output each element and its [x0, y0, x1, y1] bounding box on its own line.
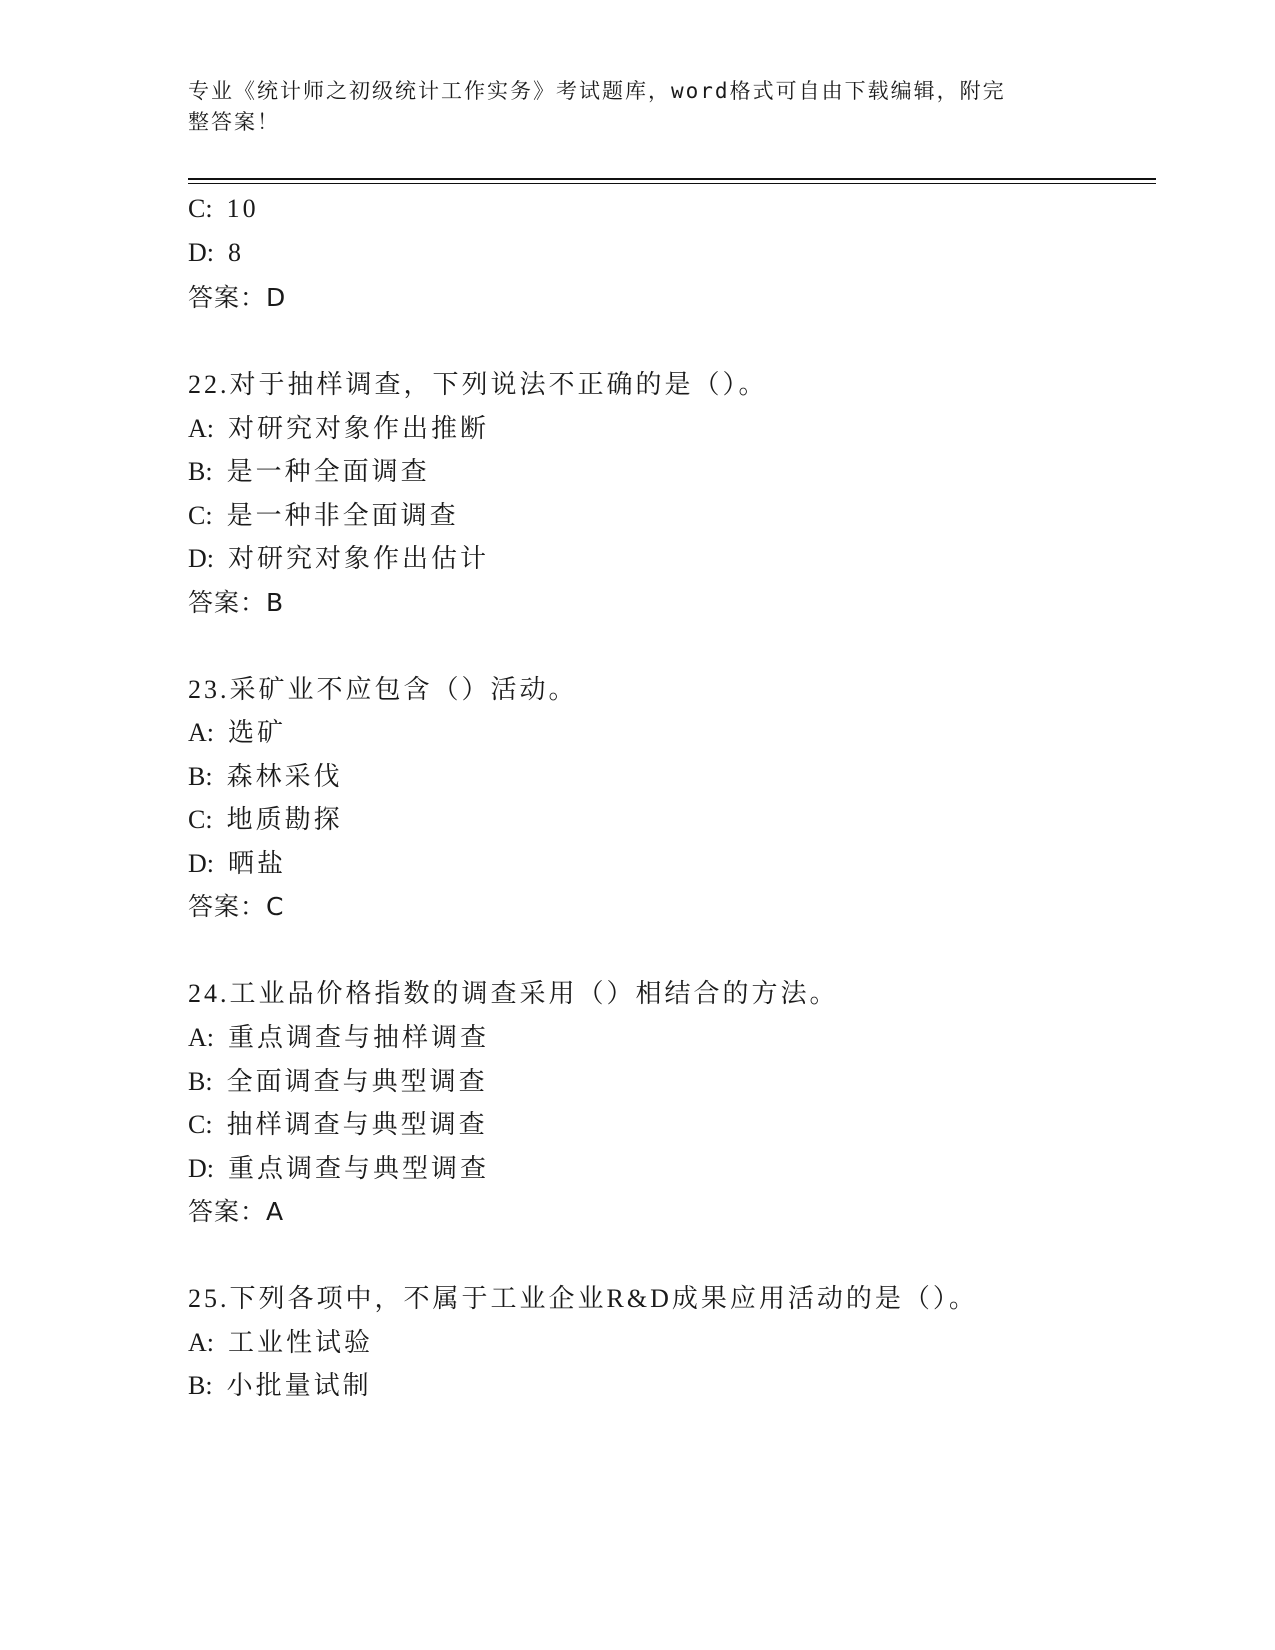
- option-b: [188, 1366, 372, 1406]
- option-text: 10: [226, 194, 259, 223]
- option-text: 全面调查与典型调查: [226, 1067, 488, 1096]
- option-b: [188, 1062, 488, 1102]
- option-text: 8: [228, 238, 244, 267]
- option-letter: D:: [188, 544, 214, 573]
- option-c: [188, 496, 459, 536]
- option-b: [188, 757, 343, 797]
- answer-line: 答案：D: [188, 283, 287, 312]
- option-letter: D:: [188, 849, 214, 878]
- question-stem: 24.工业品价格指数的调查采用（）相结合的方法。: [188, 979, 839, 1008]
- option-text: 工业性试验: [228, 1328, 374, 1357]
- option-text: 是一种非全面调查: [226, 501, 459, 530]
- option-letter: D:: [188, 238, 214, 267]
- option-letter: C:: [188, 194, 213, 223]
- header-line-1: 专业《统计师之初级统计工作实务》考试题库，word格式可自由下载编辑，附完: [188, 79, 1006, 103]
- option-c: [188, 189, 259, 229]
- option-letter: C:: [188, 805, 213, 834]
- header-line-2: 整答案！: [188, 110, 280, 134]
- question-stem: 25.下列各项中，不属于工业企业R&D成果应用活动的是（）。: [188, 1284, 978, 1313]
- option-text: 对研究对象作出推断: [228, 414, 490, 443]
- option-c: [188, 1105, 488, 1145]
- option-letter: B:: [188, 457, 213, 486]
- option-a: [188, 713, 286, 753]
- option-letter: A:: [188, 1328, 214, 1357]
- option-d: [188, 539, 489, 579]
- option-letter: C:: [188, 1110, 213, 1139]
- option-text: 晒盐: [228, 849, 287, 878]
- option-text: 小批量试制: [226, 1371, 372, 1400]
- option-d: [188, 1149, 489, 1189]
- option-text: 选矿: [228, 718, 287, 747]
- option-letter: A:: [188, 718, 214, 747]
- option-text: 对研究对象作出估计: [228, 544, 490, 573]
- question-stem: 22.对于抽样调查，下列说法不正确的是（）。: [188, 370, 768, 399]
- option-text: 地质勘探: [226, 805, 343, 834]
- option-letter: D:: [188, 1154, 214, 1183]
- option-c: [188, 800, 343, 840]
- option-d: [188, 844, 286, 884]
- header-divider: [188, 178, 1156, 184]
- option-d: [188, 233, 244, 273]
- option-letter: B:: [188, 762, 213, 791]
- option-a: [188, 1323, 373, 1363]
- answer-line: 答案：A: [188, 1197, 285, 1226]
- option-letter: A:: [188, 414, 214, 443]
- document-header: [188, 76, 1068, 138]
- option-a: [188, 1018, 489, 1058]
- option-letter: B:: [188, 1371, 213, 1400]
- option-b: [188, 452, 430, 492]
- option-text: 重点调查与典型调查: [228, 1154, 490, 1183]
- option-letter: C:: [188, 501, 213, 530]
- option-letter: A:: [188, 1023, 214, 1052]
- option-text: 是一种全面调查: [226, 457, 430, 486]
- question-stem: 23.采矿业不应包含（）活动。: [188, 675, 578, 704]
- option-letter: B:: [188, 1067, 213, 1096]
- answer-line: 答案：B: [188, 588, 285, 617]
- option-text: 抽样调查与典型调查: [226, 1110, 488, 1139]
- option-text: 重点调查与抽样调查: [228, 1023, 490, 1052]
- option-a: [188, 409, 489, 449]
- answer-line: 答案：C: [188, 892, 285, 921]
- option-text: 森林采伐: [226, 762, 343, 791]
